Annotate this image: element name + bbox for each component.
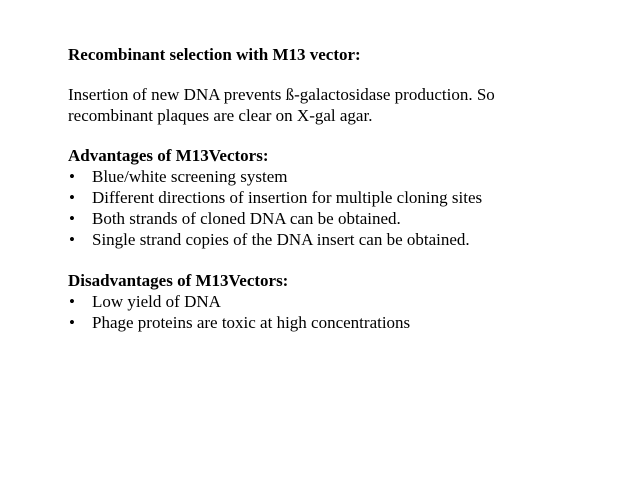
section-heading-recombinant-selection: Recombinant selection with M13 vector: xyxy=(68,45,361,64)
disadvantages-list xyxy=(68,291,608,333)
bullet-icon: • xyxy=(69,167,75,186)
list-item-text: Phage proteins are toxic at high concentrations xyxy=(92,313,411,332)
section-heading-disadvantages: Disadvantages of M13Vectors: xyxy=(68,271,289,290)
list-item xyxy=(68,312,608,333)
list-item xyxy=(68,229,608,250)
bullet-icon: • xyxy=(69,209,75,228)
list-item-text: Blue/white screening system xyxy=(92,167,288,186)
list-item-text: Both strands of cloned DNA can be obtained. xyxy=(92,209,401,228)
list-item-text: Single strand copies of the DNA insert can be obtained. xyxy=(92,230,470,249)
section-heading-advantages: Advantages of M13Vectors: xyxy=(68,146,269,165)
list-item xyxy=(68,166,608,187)
body-line-2: recombinant plaques are clear on X-gal agar. xyxy=(68,106,373,125)
list-item xyxy=(68,291,608,312)
section-body-recombinant-selection xyxy=(68,84,608,126)
bullet-icon: • xyxy=(69,313,75,332)
list-item-text: Different directions of insertion for multiple cloning sites xyxy=(92,188,483,207)
list-item-text: Low yield of DNA xyxy=(92,292,221,311)
bullet-icon: • xyxy=(69,188,75,207)
list-item xyxy=(68,187,608,208)
body-line-1: Insertion of new DNA prevents ß-galactosidase production. So xyxy=(68,85,495,104)
bullet-icon: • xyxy=(69,230,75,249)
advantages-list xyxy=(68,166,608,250)
bullet-icon: • xyxy=(69,292,75,311)
slide-content xyxy=(68,44,608,333)
list-item xyxy=(68,208,608,229)
